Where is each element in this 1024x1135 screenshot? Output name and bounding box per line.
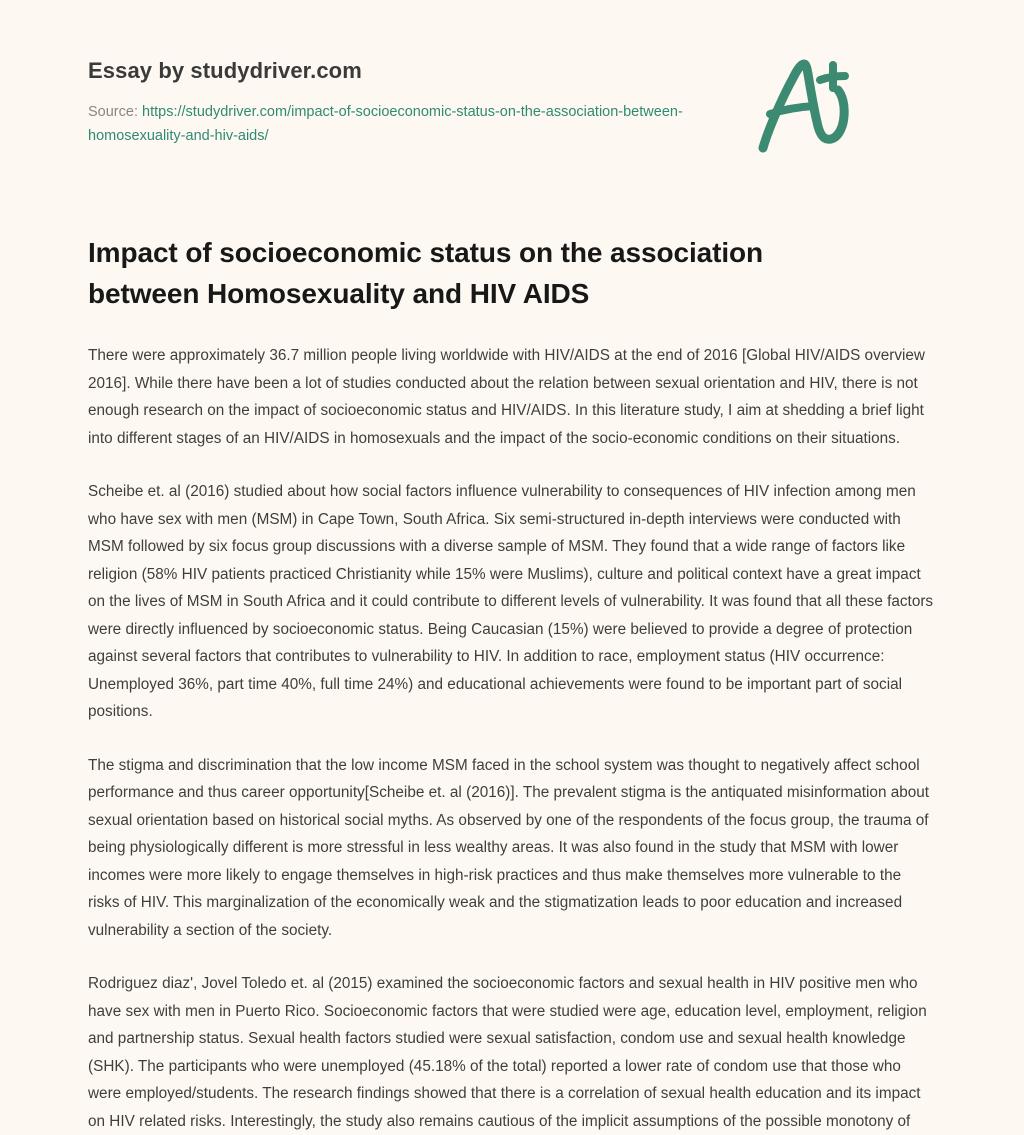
page-title: Impact of socioeconomic status on the association between Homosexuality and HIV AIDS xyxy=(88,237,764,309)
paragraph: Scheibe et. al (2016) studied about how social factors influence vulnerability to consequences of HIV infection among men who have sex with men (MSM) in Cape Town, South Africa. Six semi-structured in-depth interviews were conducted with MSM followed by six focus group discussions with a diverse sample of MSM. They found that a wide range of factors like religion (58% HIV patients practiced Christianity while 15% were Muslims), culture and political context have a great impact on the lives of MSM in South Africa and it could contribute to different levels of vulnerability. It was found that all these factors were directly influenced by socioeconomic status. Being Caucasian (15%) were believed to provide a degree of protection against several factors that contributes to vulnerability to HIV. In addition to race, employment status (HIV occurrence: Unemployed 36%, part time 40%, full time 24%) and educational achievements were found to be important part of social positions. xyxy=(88,483,934,720)
paragraph: The stigma and discrimination that the low income MSM faced in the school system was thought to negatively affect school performance and thus career opportunity[Scheibe et. al (2016)]. The prevalent stigma is the antiquated misinformation about sexual orientation based on historical social myths. As observed by one of the respondents of the focus group, the trauma of being physiologically different is more stressful in less wealthy areas. It was also found in the study that MSM with lower incomes were more likely to engage themselves in high-risk practices and thus make themselves more vulnerable to the risks of HIV. This marginalization of the economically weak and the stigmatization leads to poor education and increased vulnerability a section of the society. xyxy=(88,756,930,939)
source-url-link[interactable]: https://studydriver.com/impact-of-socioeconomic-status-on-the-association-between-homosexuality-and-hiv-aids/ xyxy=(88,104,683,144)
article-body xyxy=(88,314,936,1135)
paragraph: There were approximately 36.7 million people living worldwide with HIV/AIDS at the end of 2016 [Global HIV/AIDS overview 2016]. While there have been a lot of studies conducted about the relation between sexual orientation and HIV, there is not enough research on the impact of socioeconomic status and HIV/AIDS. In this literature study, I aim at shedding a brief light into different stages of an HIV/AIDS in homosexuals and the impact of the socio-economic conditions on their situations. xyxy=(88,347,925,447)
page-header xyxy=(88,0,936,148)
source-label: Source: xyxy=(88,104,138,120)
source-line xyxy=(88,100,698,148)
brand-attribution: Essay by studydriver.com xyxy=(88,58,362,83)
studydriver-a-plus-logo-icon xyxy=(748,52,868,162)
paragraph: Rodriguez diaz', Jovel Toledo et. al (2015) examined the socioeconomic factors and sexual health in HIV positive men who have sex with men in Puerto Rico. Socioeconomic factors that were studied were age, education level, employment, religion and partnership status. Sexual health factors studied were sexual satisfaction, condom use and sexual health knowledge (SHK). The participants who were unemployed (45.18% of the total) reported a lower rate of condom use that those who were employed/students. The research findings showed that there is a correlation of sexual health education and its impact on HIV related risks. Interestingly, the study also remains cautious of the implicit assumptions of the possible monotony of xyxy=(88,975,927,1130)
